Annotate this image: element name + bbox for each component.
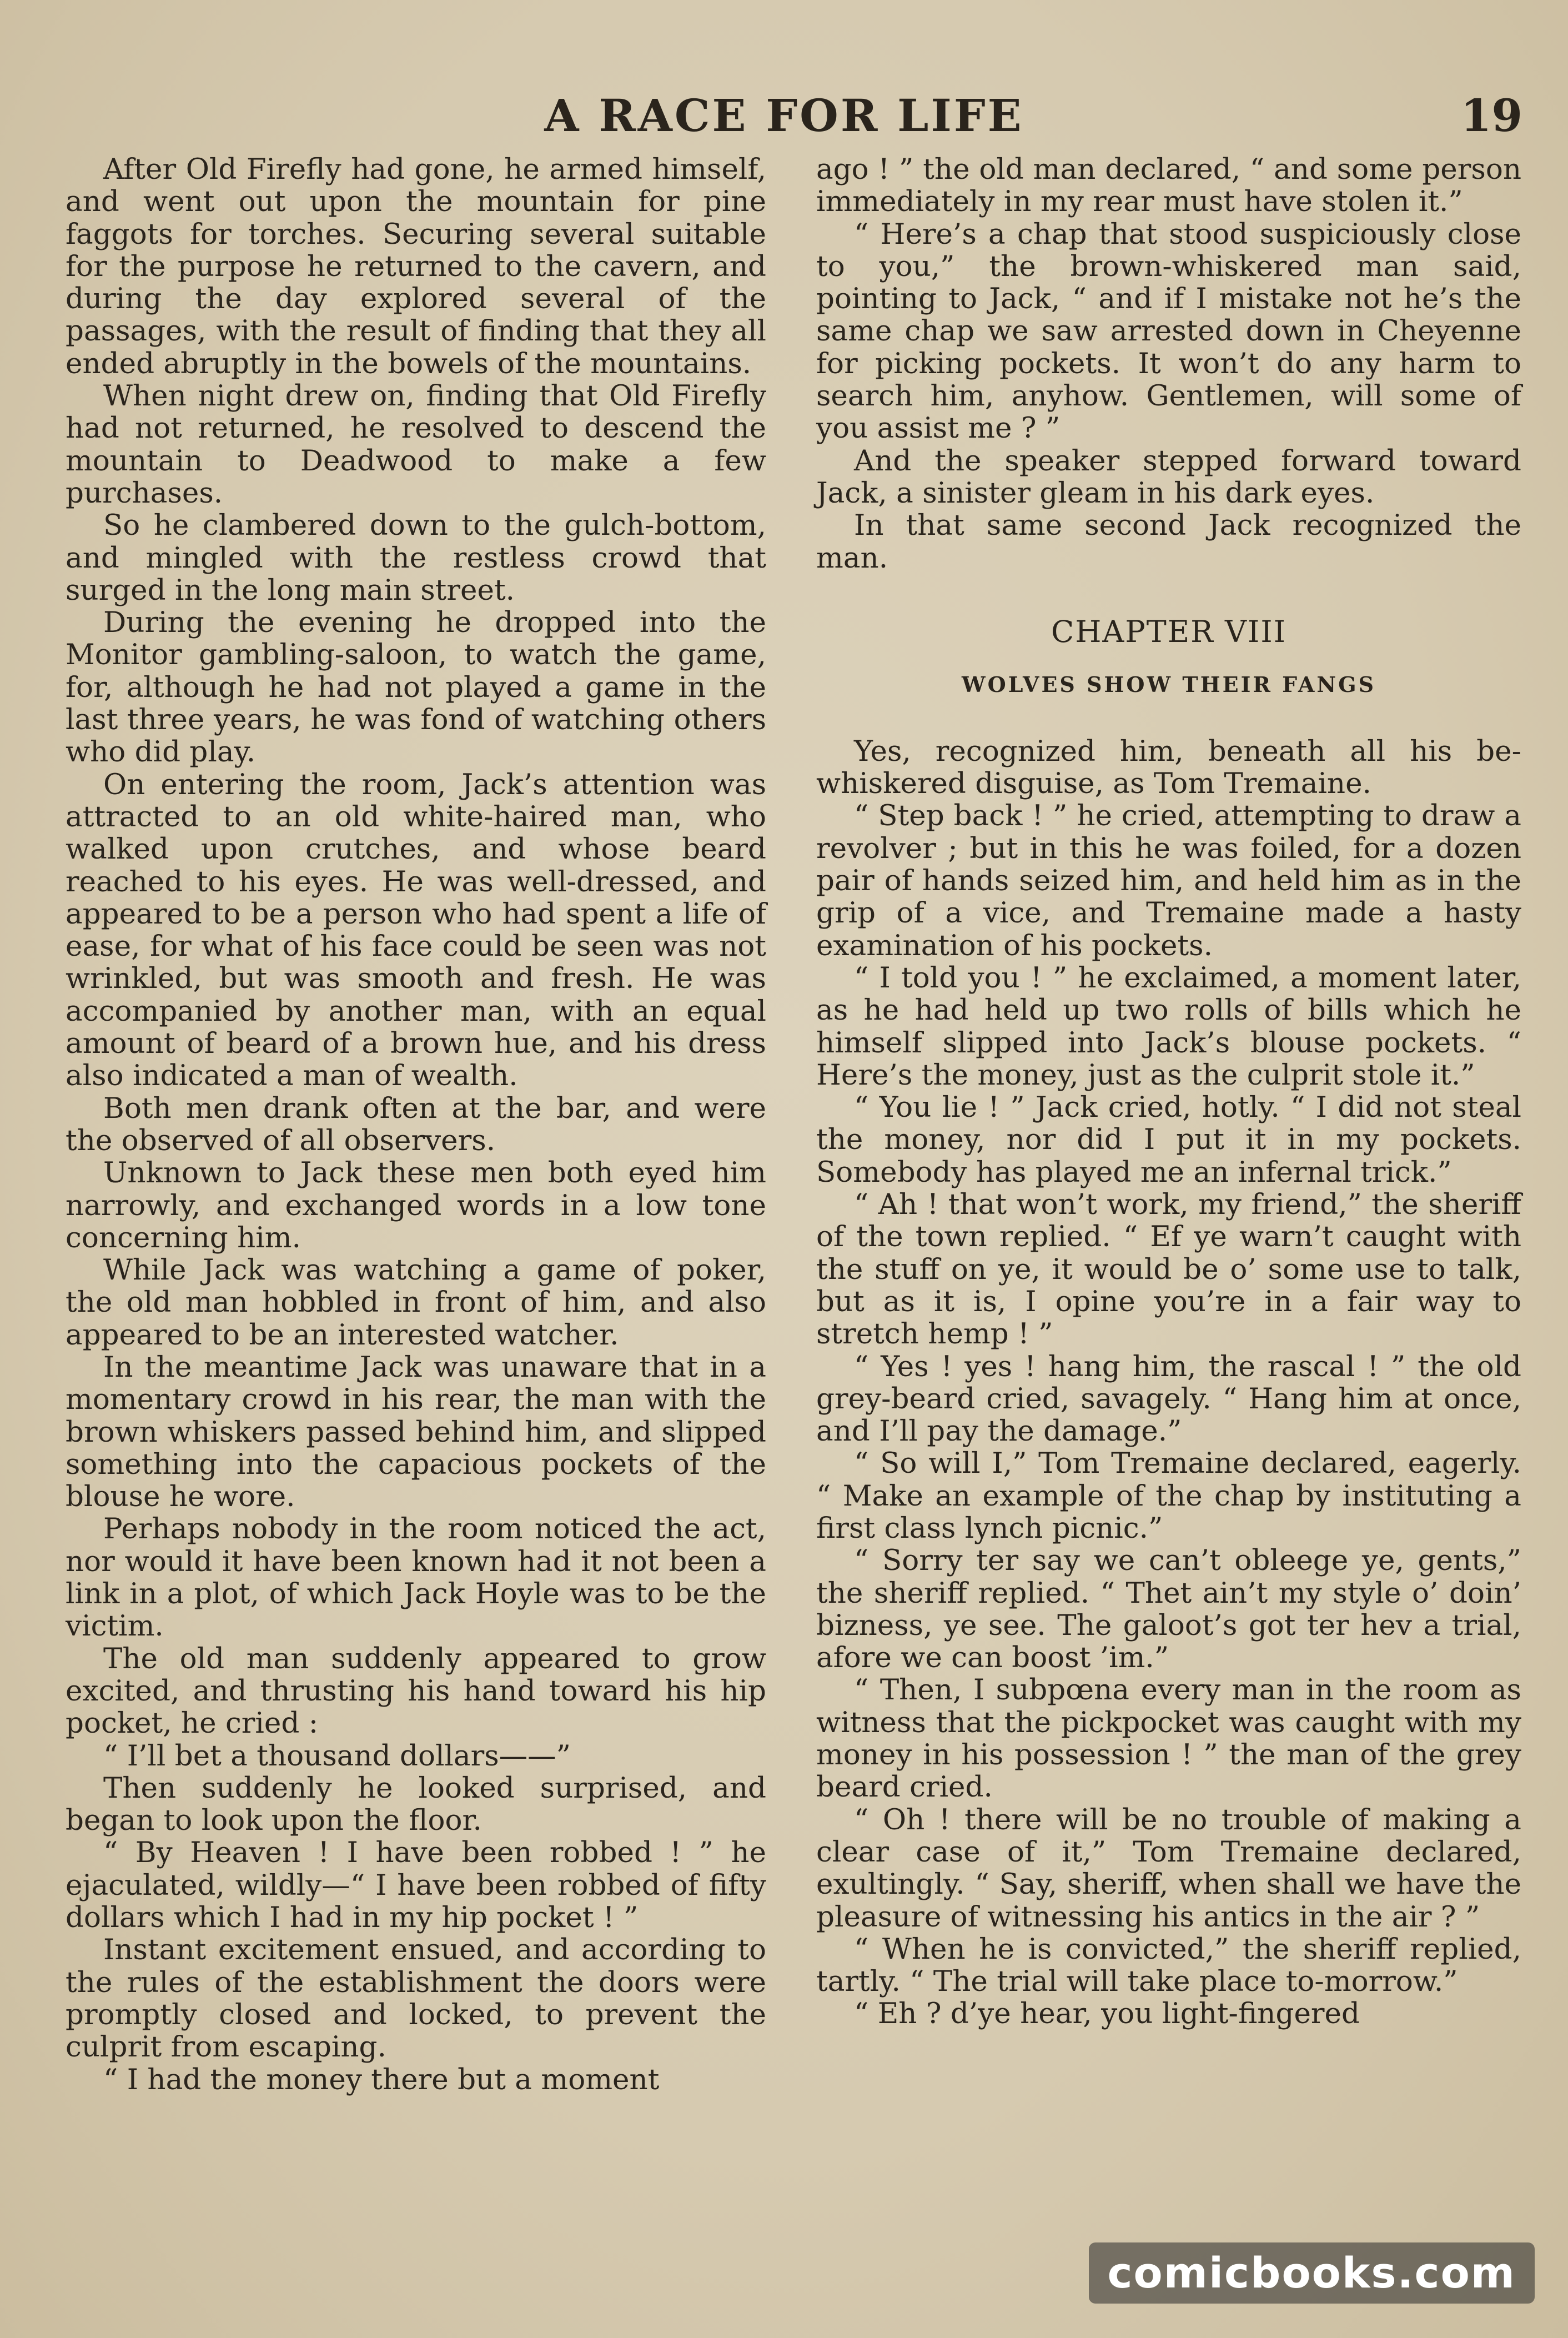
right-column-bottom-text — [816, 735, 1521, 2030]
paragraph: In that same second Jack recognized the man. — [816, 509, 1521, 575]
paragraph: Instant excitement ensued, and according to the rules of the establishment the doors were promptly closed and locked, to prevent the culprit from escaping. — [66, 1933, 766, 2064]
paragraph: The old man suddenly appeared to grow excited, and thrusting his hand toward his hip pocket, he cried : — [66, 1642, 766, 1740]
page-number: 19 — [1460, 89, 1522, 142]
paragraph: Perhaps nobody in the room noticed the act, nor would it have been known had it not been a link in a plot, of which Jack Hoyle was to be the victim. — [66, 1512, 766, 1643]
paragraph: When night drew on, finding that Old Firefly had not returned, he resolved to descend the mountain to Deadwood to make a few purchases. — [66, 379, 766, 510]
paragraph: Then suddenly he looked surprised, and began to look upon the floor. — [66, 1771, 766, 1838]
paragraph: And the speaker stepped forward toward Jack, a sinister gleam in his dark eyes. — [816, 444, 1521, 510]
site-watermark: comicbooks.com — [1089, 2242, 1535, 2304]
paragraph: “ Step back ! ” he cried, attempting to draw a revolver ; but in this he was foiled, for a dozen pair of hands seized him, and held him as in the grip of a vice, and Tremaine made a hasty examination of his pockets. — [816, 799, 1521, 962]
paragraph: “ I’ll bet a thousand dollars——” — [103, 1739, 571, 1773]
paragraph: “ Oh ! there will be no trouble of making a clear case of it,” Tom Tremaine declared, exultingly. “ Say, sheriff, when shall we have the pleasure of witnessing his antics in the air ? ” — [816, 1803, 1521, 1934]
paragraph: In the meantime Jack was unaware that in a momentary crowd in his rear, the man with the brown whiskers passed behind him, and slipped something into the capacious pockets of the blouse he wore. — [66, 1350, 766, 1514]
paragraph: “ When he is convicted,” the sheriff replied, tartly. “ The trial will take place to-morrow.” — [816, 1932, 1521, 1999]
paragraph: “ I had the money there but a moment — [103, 2063, 660, 2096]
paragraph: “ Eh ? d’ye hear, you light-fingered — [854, 1997, 1360, 2031]
paragraph: During the evening he dropped into the Monitor gambling-saloon, to watch the game, for, although he had not played a game in the last three years, he was fond of watching others who did play. — [66, 606, 766, 769]
running-header — [0, 82, 1568, 149]
paragraph: “ I told you ! ” he exclaimed, a moment later, as he had held up two rolls of bills which he himself slipped into Jack’s blouse pockets. “ Here’s the money, just as the culprit stole it.” — [816, 961, 1521, 1092]
paragraph: “ So will I,” Tom Tremaine declared, eagerly. “ Make an example of the chap by instituting a first class lynch picnic.” — [816, 1447, 1521, 1545]
paragraph: Unknown to Jack these men both eyed him narrowly, and exchanged words in a low tone concerning him. — [66, 1156, 766, 1255]
paragraph: “ By Heaven ! I have been robbed ! ” he ejaculated, wildly—“ I have been robbed of fifty dollars which I had in my hip pocket ! ” — [66, 1836, 766, 1935]
chapter-subtitle: WOLVES SHOW THEIR FANGS — [961, 671, 1376, 697]
paragraph: So he clambered down to the gulch-bottom, and mingled with the restless crowd that surged in the long main street. — [66, 509, 766, 607]
paragraph: “ Sorry ter say we can’t obleege ye, gents,” the sheriff replied. “ Thet ain’t my style o’ doin’ bizness, ye see. The galoot’s got ter hev a trial, afore we can boost ’im.” — [816, 1544, 1521, 1675]
right-column — [816, 153, 1521, 2030]
paragraph: Both men drank often at the bar, and were the observed of all observers. — [66, 1091, 766, 1157]
paragraph: Yes, recognized him, beneath all his be-whiskered disguise, as Tom Tremaine. — [816, 734, 1521, 801]
right-column-top-text — [816, 153, 1521, 574]
paragraph: ago ! ” the old man declared, “ and some person immediately in my rear must have stolen it.” — [816, 153, 1521, 219]
left-column — [66, 153, 766, 2096]
paragraph: “ Here’s a chap that stood suspiciously close to you,” the brown-whiskered man said, pointing to Jack, “ and if I mistake not he’s the same chap we saw arrested down in Cheyenne for picking pockets. It won’t do any harm to search him, anyhow. Gentlemen, will some of you assist me ? ” — [816, 217, 1521, 445]
running-title: A RACE FOR LIFE — [544, 89, 1024, 142]
paragraph: “ Ah ! that won’t work, my friend,” the sheriff of the town replied. “ Ef ye warn’t caught with the stuff on ye, it would be o’ some use to talk, but as it is, I opine you’re in a fair way to stretch hemp ! ” — [816, 1188, 1521, 1351]
paragraph: On entering the room, Jack’s attention was attracted to an old white-haired man, who walked upon crutches, and whose beard reached to his eyes. He was well-dressed, and appeared to be a person who had spent a life of ease, for what of his face could be seen was not wrinkled, but was smooth and fresh. He was accompanied by another man, with an equal amount of beard of a brown hue, and his dress also indicated a man of wealth. — [66, 767, 766, 1093]
paragraph: “ Yes ! yes ! hang him, the rascal ! ” the old grey-beard cried, savagely. “ Hang him at once, and I’ll pay the damage.” — [816, 1349, 1521, 1448]
chapter-heading: CHAPTER VIII — [1051, 614, 1286, 649]
paragraph: After Old Firefly had gone, he armed himself, and went out upon the mountain for pine faggots for torches. Securing several suitable for the purpose he returned to the cavern, and during the day explored several of the passages, with the result of finding that they all ended abruptly in the bowels of the mountains. — [66, 153, 766, 380]
paragraph: “ Then, I subpœna every man in the room as witness that the pickpocket was caught with my money in his possession ! ” the man of the grey beard cried. — [816, 1673, 1521, 1804]
paragraph: While Jack was watching a game of poker, the old man hobbled in front of him, and also appeared to be an interested watcher. — [66, 1253, 766, 1352]
paragraph: “ You lie ! ” Jack cried, hotly. “ I did not steal the money, nor did I put it in my pockets. Somebody has played me an infernal trick.” — [816, 1091, 1521, 1189]
